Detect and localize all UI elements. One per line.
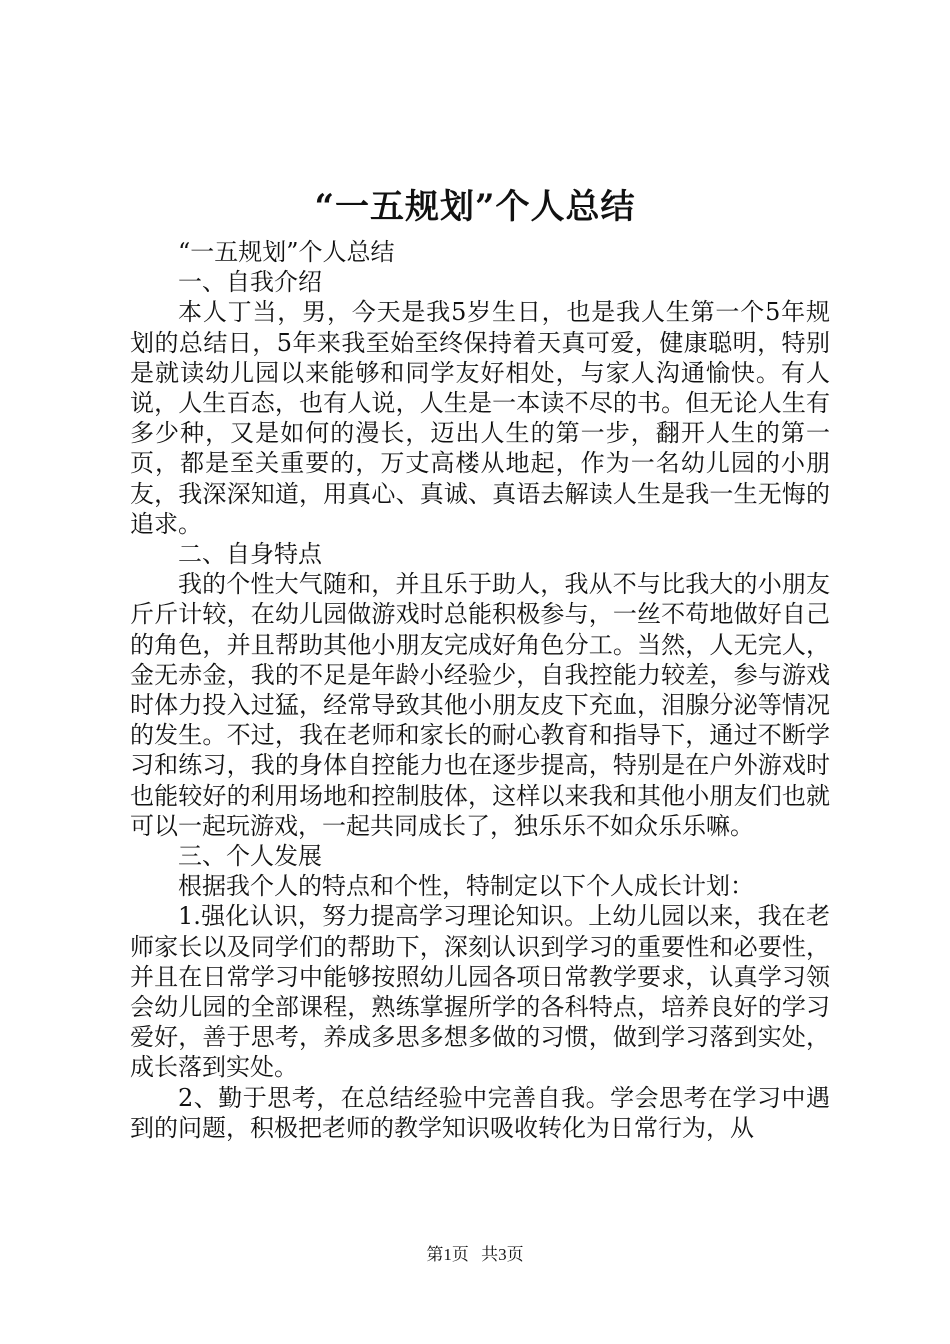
section-heading-self-intro: 一、自我介绍 xyxy=(178,268,322,297)
document-body xyxy=(130,237,830,1143)
page-number: 第1页 xyxy=(426,1245,469,1264)
page-footer xyxy=(0,1244,950,1266)
page-total: 共3页 xyxy=(481,1245,524,1264)
paragraph-plan-item-1: 1.强化认识，努力提高学习理论知识。上幼儿园以来，我在老师家长以及同学们的帮助下，深刻认识到学习的重要性和必要性，并且在日常学习中能够按照幼儿园各项日常教学要求，认真学习领会幼儿园的全部课程，熟练掌握所学的各科特点，培养良好的学习爱好，善于思考，养成多思多想多做的习惯，做到学习落到实处，成长落到实处。 xyxy=(130,902,830,1082)
paragraph-plan-item-2: 2、勤于思考，在总结经验中完善自我。学会思考在学习中遇到的问题，积极把老师的教学知识吸收转化为日常行为，从 xyxy=(130,1083,830,1142)
paragraph-characteristics: 我的个性大气随和，并且乐于助人，我从不与比我大的小朋友斤斤计较，在幼儿园做游戏时总能积极参与，一丝不苟地做好自己的角色，并且帮助其他小朋友完成好角色分工。当然，人无完人，金无赤金，我的不足是年龄小经验少，自我控能力较差，参与游戏时体力投入过猛，经常导致其他小朋友皮下充血，泪腺分泌等情况的发生。不过，我在老师和家长的耐心教育和指导下，通过不断学习和练习，我的身体自控能力也在逐步提高，特别是在户外游戏时也能较好的利用场地和控制肢体，这样以来我和其他小朋友们也就可以一起玩游戏，一起共同成长了，独乐乐不如众乐乐嘛。 xyxy=(130,570,830,840)
section-heading-characteristics: 二、自身特点 xyxy=(178,540,322,569)
paragraph-self-intro: 本人丁当，男，今天是我5岁生日，也是我人生第一个5年规划的总结日，5年来我至始至终保持着天真可爱，健康聪明，特别是就读幼儿园以来能够和同学友好相处，与家人沟通愉快。有人说，人生百态，也有人说，人生是一本读不尽的书。但无论人生有多少种，又是如何的漫长，迈出人生的第一步，翻开人生的第一页，都是至关重要的，万丈高楼从地起，作为一名幼儿园的小朋友，我深深知道，用真心、真诚、真语去解读人生是我一生无悔的追求。 xyxy=(130,298,830,538)
paragraph-development-intro: 根据我个人的特点和个性，特制定以下个人成长计划： xyxy=(178,872,754,901)
document-title: “一五规划”个人总结 xyxy=(314,187,636,227)
section-heading-development: 三、个人发展 xyxy=(178,842,322,871)
paragraph-subtitle: “一五规划”个人总结 xyxy=(178,238,395,266)
